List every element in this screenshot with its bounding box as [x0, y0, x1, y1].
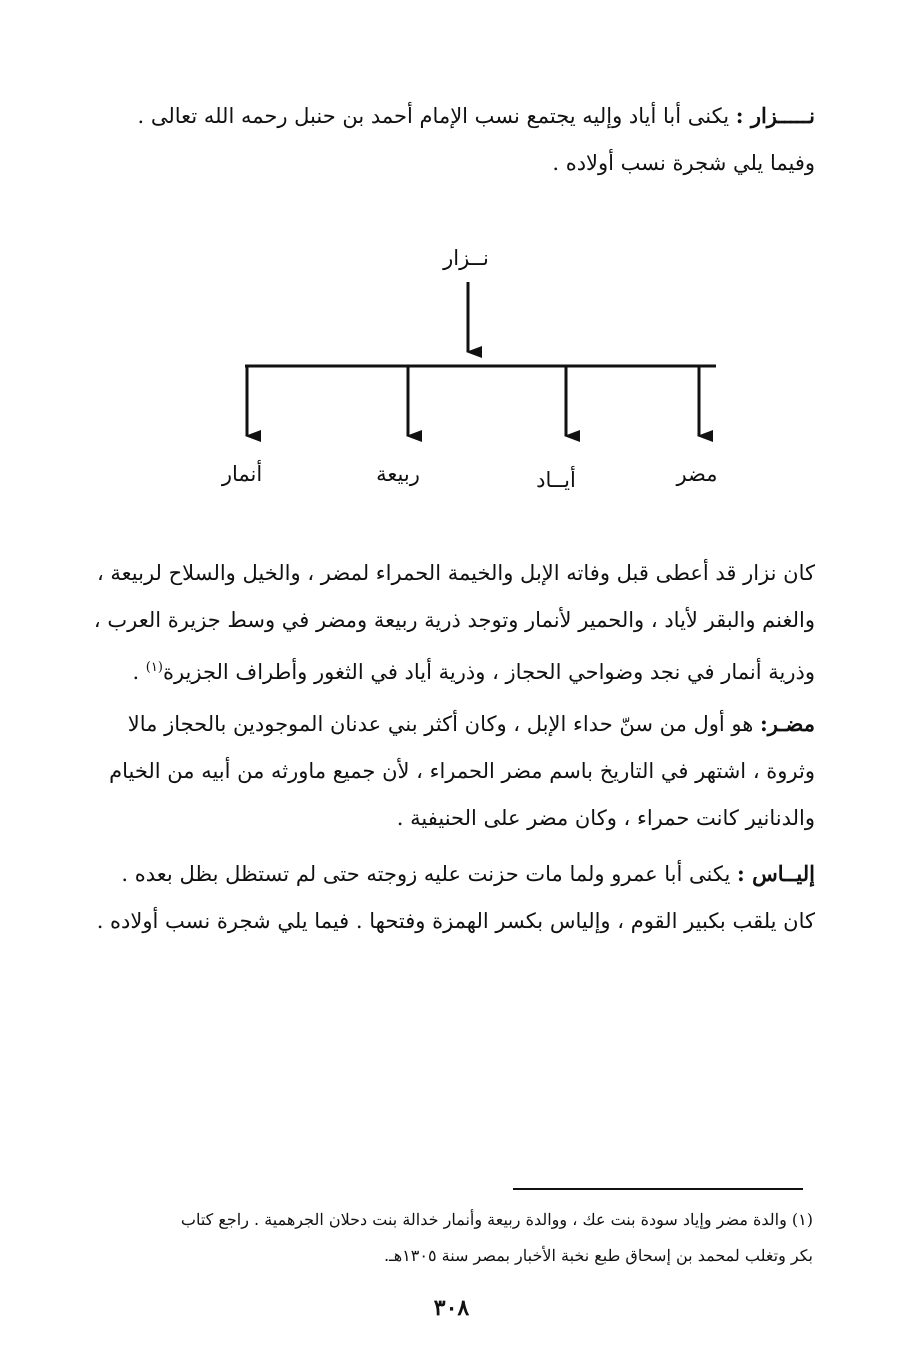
- ilyas-line-1: [45, 850, 815, 898]
- tree-child-iyad: أيــاد: [536, 468, 576, 492]
- page-number: ٣٠٨: [433, 1295, 470, 1321]
- nizar-heading: نـــــزار :: [735, 103, 815, 128]
- intro-line-1: [45, 92, 815, 140]
- nizar-line-1: كان نزار قد أعطى قبل وفاته الإبل والخيمة الحمراء لمضر ، والخيل والسلاح لربيعة ،: [96, 561, 815, 585]
- mudar-line-1: [45, 700, 815, 748]
- ilyas-line-2: كان يلقب بكبير القوم ، وإلياس بكسر الهمزة وفتحها . فيما يلي شجرة نسب أولاده .: [96, 909, 815, 933]
- tree-child-mudar: مضر: [676, 462, 718, 486]
- footnote-line-1: (١) والدة مضر وإياد سودة بنت عك ، ووالدة ربيعة وأنمار خدالة بنت دحلان الجرهمية . راجع كتاب: [180, 1210, 813, 1229]
- footnote-divider: [513, 1188, 803, 1190]
- nizar-line-3: [45, 644, 815, 696]
- nizar-line-3-end: .: [132, 660, 146, 684]
- tree-connectors: [0, 240, 903, 500]
- intro-paragraph: [45, 92, 815, 187]
- mudar-text: هو أول من سنّ حداء الإبل ، وكان أكثر بني عدنان الموجودين بالحجاز مالا: [127, 712, 754, 736]
- mudar-paragraph: [45, 700, 815, 842]
- mudar-line-3: والدنانير كانت حمراء ، وكان مضر على الحنيفية .: [396, 806, 815, 830]
- footnote-line-2: بكر وتغلب لمحمد بن إسحاق طبع نخبة الأخبار بمصر سنة ١٣٠٥هـ.: [383, 1246, 813, 1265]
- mudar-heading: مضـر:: [760, 711, 815, 736]
- nizar-line-3-text: وذرية أنمار في نجد وضواحي الحجاز ، وذرية أياد في الثغور وأطراف الجزيرة: [162, 660, 815, 684]
- intro-line-2: وفيما يلي شجرة نسب أولاده .: [552, 151, 815, 175]
- tree-root-label: نــزار: [443, 246, 489, 270]
- mudar-line-2: وثروة ، اشتهر في التاريخ باسم مضر الحمراء ، لأن جميع ماورثه من أبيه من الخيام: [109, 759, 815, 783]
- family-tree-diagram: [0, 240, 903, 500]
- nizar-paragraph: [45, 550, 815, 696]
- nizar-line-2: والغنم والبقر لأياد ، والحمير لأنمار وتوجد ذرية ربيعة ومضر في وسط جزيرة العرب ،: [93, 608, 815, 632]
- tree-child-rabia: ربيعة: [376, 462, 420, 486]
- ilyas-text: يكنى أبا عمرو ولما مات حزنت عليه زوجته حتى لم تستظل بظل بعده .: [121, 862, 731, 886]
- ilyas-heading: إليــاس :: [737, 861, 815, 886]
- tree-child-anmar: أنمار: [221, 462, 263, 486]
- footnote: [43, 1202, 813, 1274]
- intro-text: يكنى أبا أياد وإليه يجتمع نسب الإمام أحمد بن حنبل رحمه الله تعالى .: [137, 104, 730, 128]
- footnote-ref: (١): [145, 660, 163, 675]
- ilyas-paragraph: [45, 850, 815, 945]
